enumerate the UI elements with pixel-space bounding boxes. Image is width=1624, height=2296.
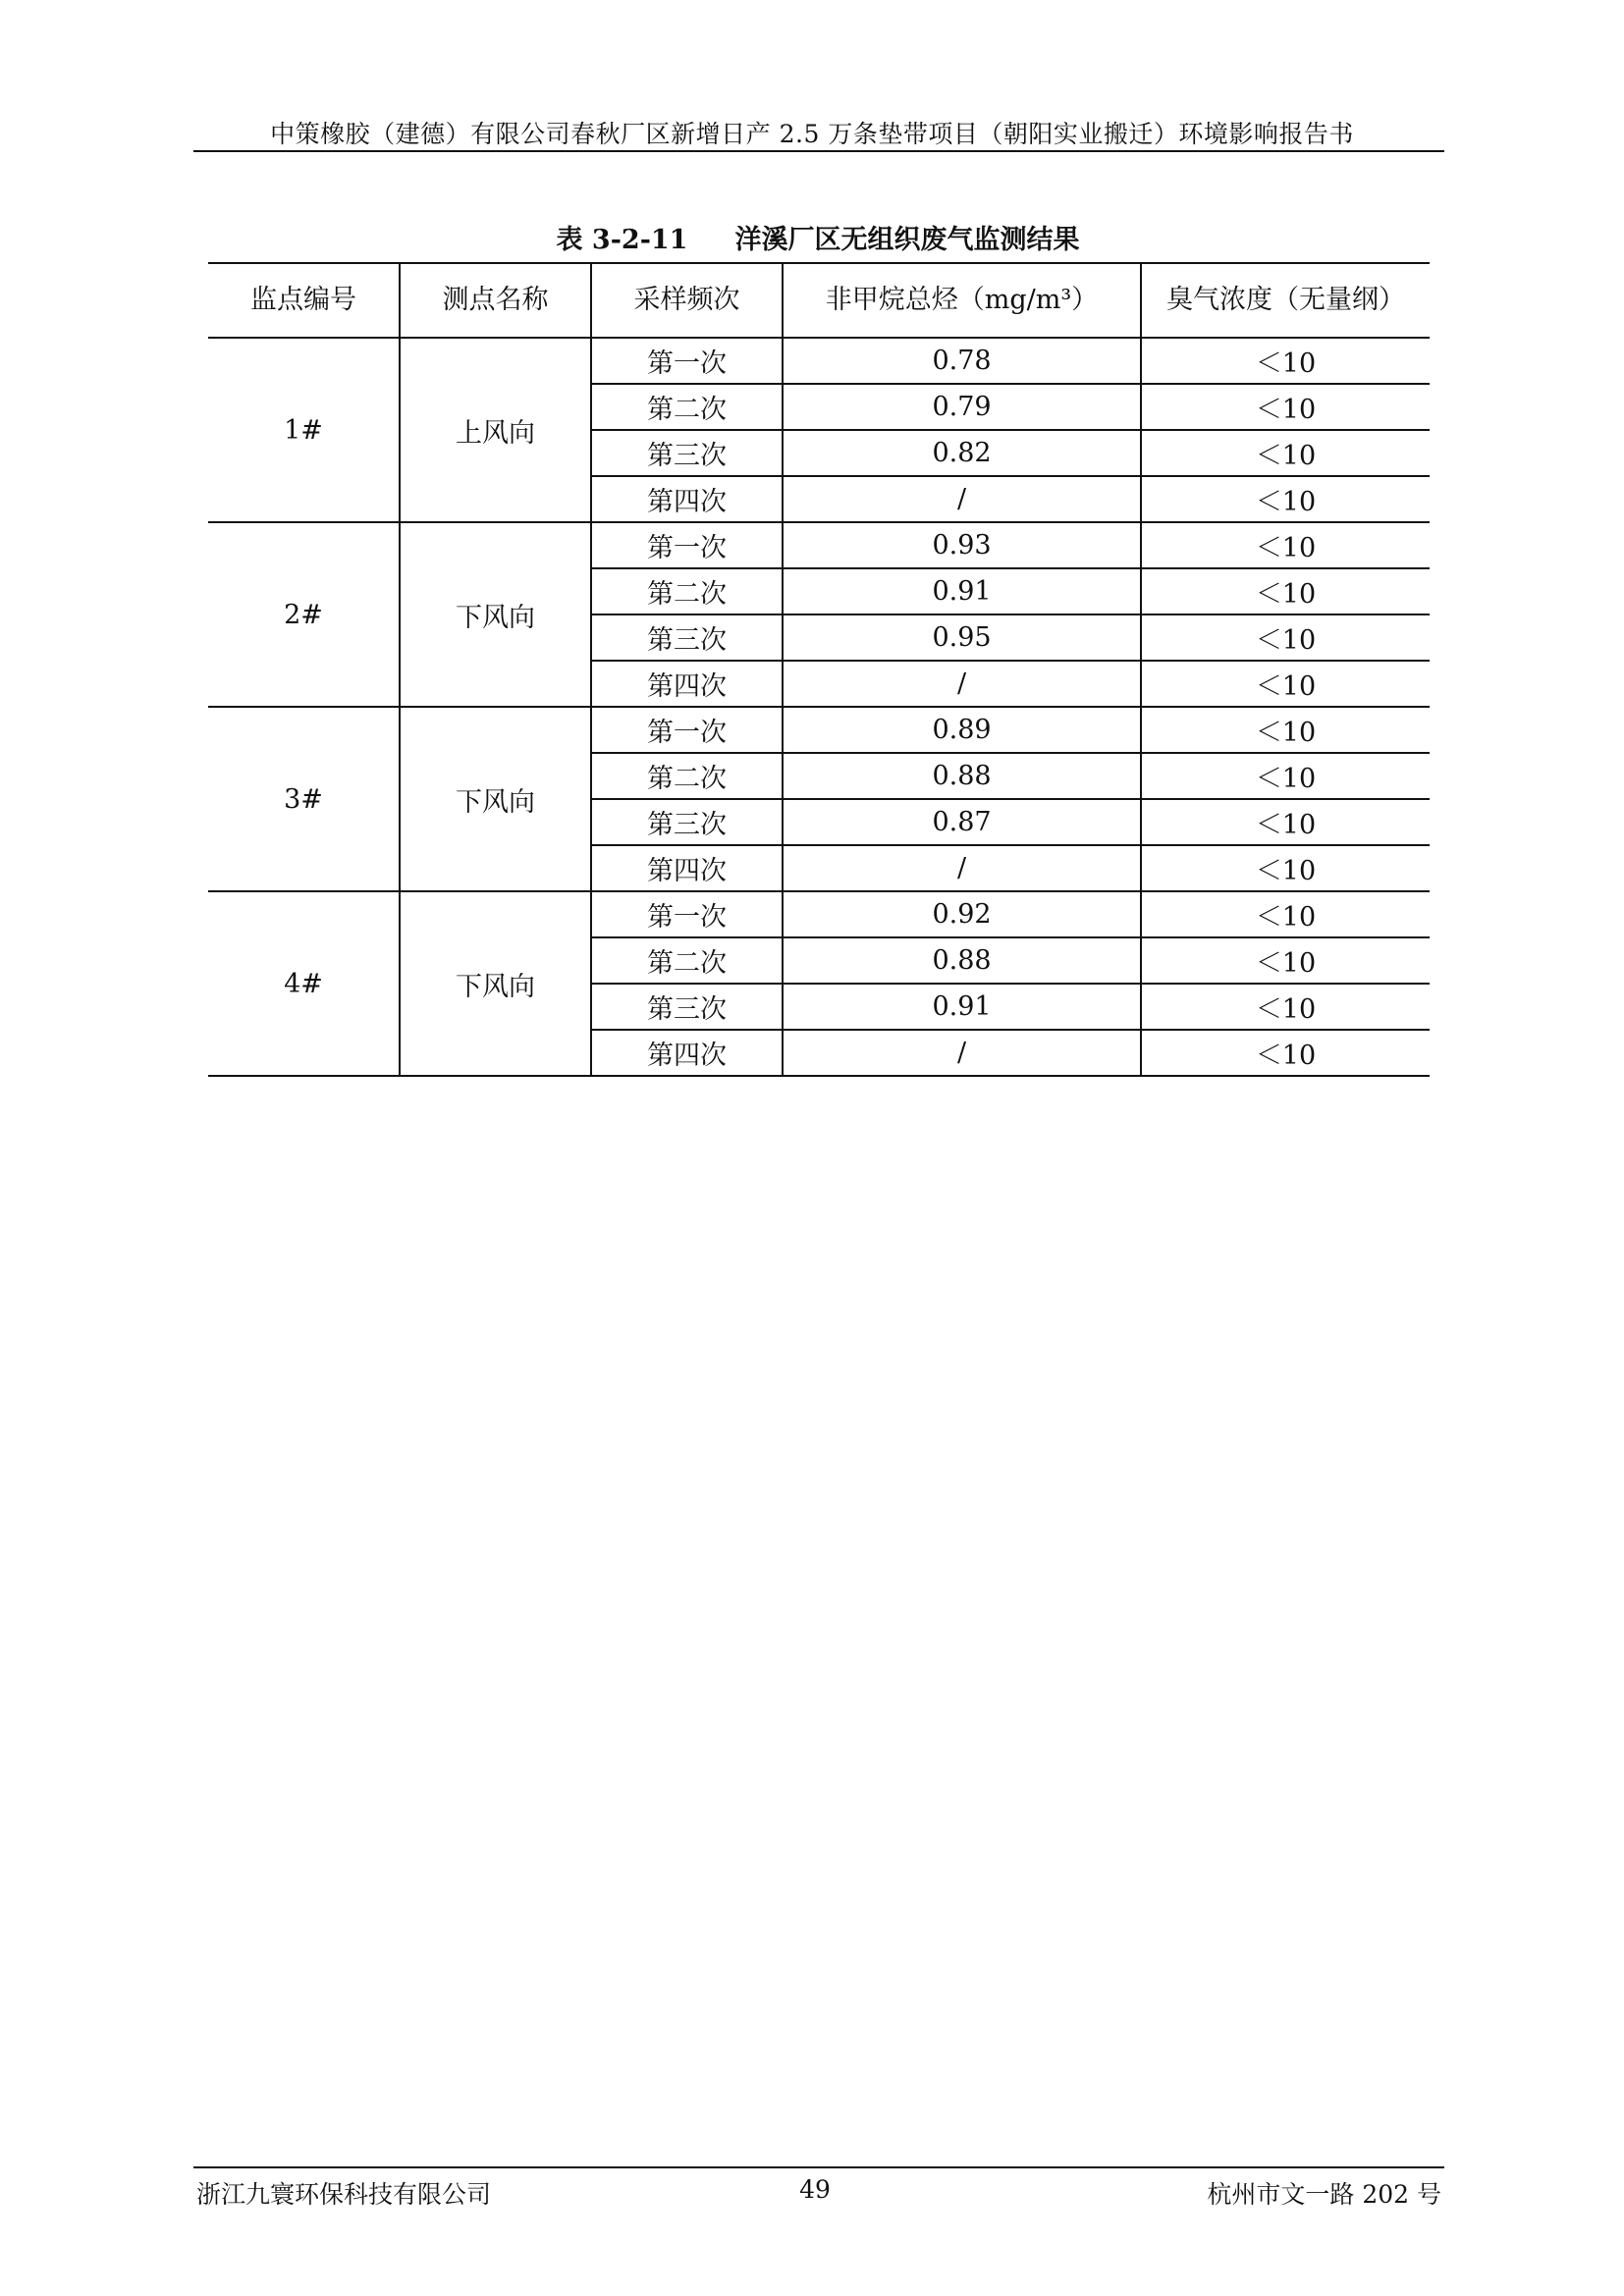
odor-cell: ＜10 (1141, 338, 1430, 384)
frequency-cell: 第四次 (591, 845, 783, 891)
frequency-cell: 第四次 (591, 476, 783, 522)
nmhc-cell: 0.91 (783, 568, 1141, 614)
frequency-cell: 第三次 (591, 430, 783, 476)
frequency-cell: 第一次 (591, 338, 783, 384)
location-cell: 下风向 (400, 522, 591, 707)
odor-cell: ＜10 (1141, 614, 1430, 661)
odor-cell: ＜10 (1141, 799, 1430, 845)
table-row (208, 707, 1430, 753)
table-row (208, 338, 1430, 384)
odor-cell: ＜10 (1141, 661, 1430, 707)
nmhc-cell: 0.79 (783, 384, 1141, 430)
nmhc-cell: 0.88 (783, 753, 1141, 799)
frequency-cell: 第四次 (591, 661, 783, 707)
location-cell: 下风向 (400, 707, 591, 891)
odor-cell: ＜10 (1141, 384, 1430, 430)
frequency-cell: 第一次 (591, 707, 783, 753)
frequency-cell: 第二次 (591, 384, 783, 430)
footer-company: 浙江九寰环保科技有限公司 (196, 2180, 492, 2209)
monitoring-results-table (208, 262, 1430, 1077)
nmhc-cell: / (783, 1030, 1141, 1076)
odor-cell: ＜10 (1141, 984, 1430, 1030)
column-header-point-id: 监点编号 (208, 263, 400, 338)
table-caption-number: 表 3-2-11 (556, 225, 688, 255)
frequency-cell: 第二次 (591, 753, 783, 799)
odor-cell: ＜10 (1141, 522, 1430, 568)
frequency-cell: 第三次 (591, 614, 783, 661)
column-header-frequency: 采样频次 (591, 263, 783, 338)
table-header-row (208, 263, 1430, 338)
table-row (208, 522, 1430, 568)
odor-cell: ＜10 (1141, 707, 1430, 753)
nmhc-cell: 0.93 (783, 522, 1141, 568)
footer-divider (193, 2166, 1444, 2168)
frequency-cell: 第二次 (591, 568, 783, 614)
nmhc-cell: / (783, 476, 1141, 522)
frequency-cell: 第一次 (591, 891, 783, 937)
frequency-cell: 第三次 (591, 799, 783, 845)
column-header-odor: 臭气浓度（无量纲） (1141, 263, 1430, 338)
footer-address: 杭州市文一路 202 号 (1207, 2180, 1441, 2209)
header-divider (193, 150, 1444, 152)
page-header-title: 中策橡胶（建德）有限公司春秋厂区新增日产 2.5 万条垫带项目（朝阳实业搬迁）环境影响报告书 (270, 120, 1354, 148)
point-id-cell: 1# (208, 338, 400, 522)
frequency-cell: 第四次 (591, 1030, 783, 1076)
location-cell: 上风向 (400, 338, 591, 522)
frequency-cell: 第二次 (591, 937, 783, 984)
nmhc-cell: / (783, 845, 1141, 891)
frequency-cell: 第三次 (591, 984, 783, 1030)
nmhc-cell: 0.92 (783, 891, 1141, 937)
point-id-cell: 3# (208, 707, 400, 891)
point-id-cell: 4# (208, 891, 400, 1076)
nmhc-cell: 0.95 (783, 614, 1141, 661)
column-header-nmhc: 非甲烷总烃（mg/m³） (783, 263, 1141, 338)
odor-cell: ＜10 (1141, 753, 1430, 799)
nmhc-cell: 0.82 (783, 430, 1141, 476)
odor-cell: ＜10 (1141, 891, 1430, 937)
location-cell: 下风向 (400, 891, 591, 1076)
frequency-cell: 第一次 (591, 522, 783, 568)
odor-cell: ＜10 (1141, 1030, 1430, 1076)
nmhc-cell: 0.78 (783, 338, 1141, 384)
nmhc-cell: 0.91 (783, 984, 1141, 1030)
odor-cell: ＜10 (1141, 568, 1430, 614)
page-number: 49 (799, 2175, 831, 2204)
column-header-location: 测点名称 (400, 263, 591, 338)
nmhc-cell: 0.89 (783, 707, 1141, 753)
table-caption (206, 218, 1430, 256)
odor-cell: ＜10 (1141, 476, 1430, 522)
table-caption-title: 洋溪厂区无组织废气监测结果 (734, 225, 1080, 255)
nmhc-cell: 0.87 (783, 799, 1141, 845)
point-id-cell: 2# (208, 522, 400, 707)
odor-cell: ＜10 (1141, 937, 1430, 984)
odor-cell: ＜10 (1141, 430, 1430, 476)
nmhc-cell: / (783, 661, 1141, 707)
odor-cell: ＜10 (1141, 845, 1430, 891)
table-row (208, 891, 1430, 937)
nmhc-cell: 0.88 (783, 937, 1141, 984)
